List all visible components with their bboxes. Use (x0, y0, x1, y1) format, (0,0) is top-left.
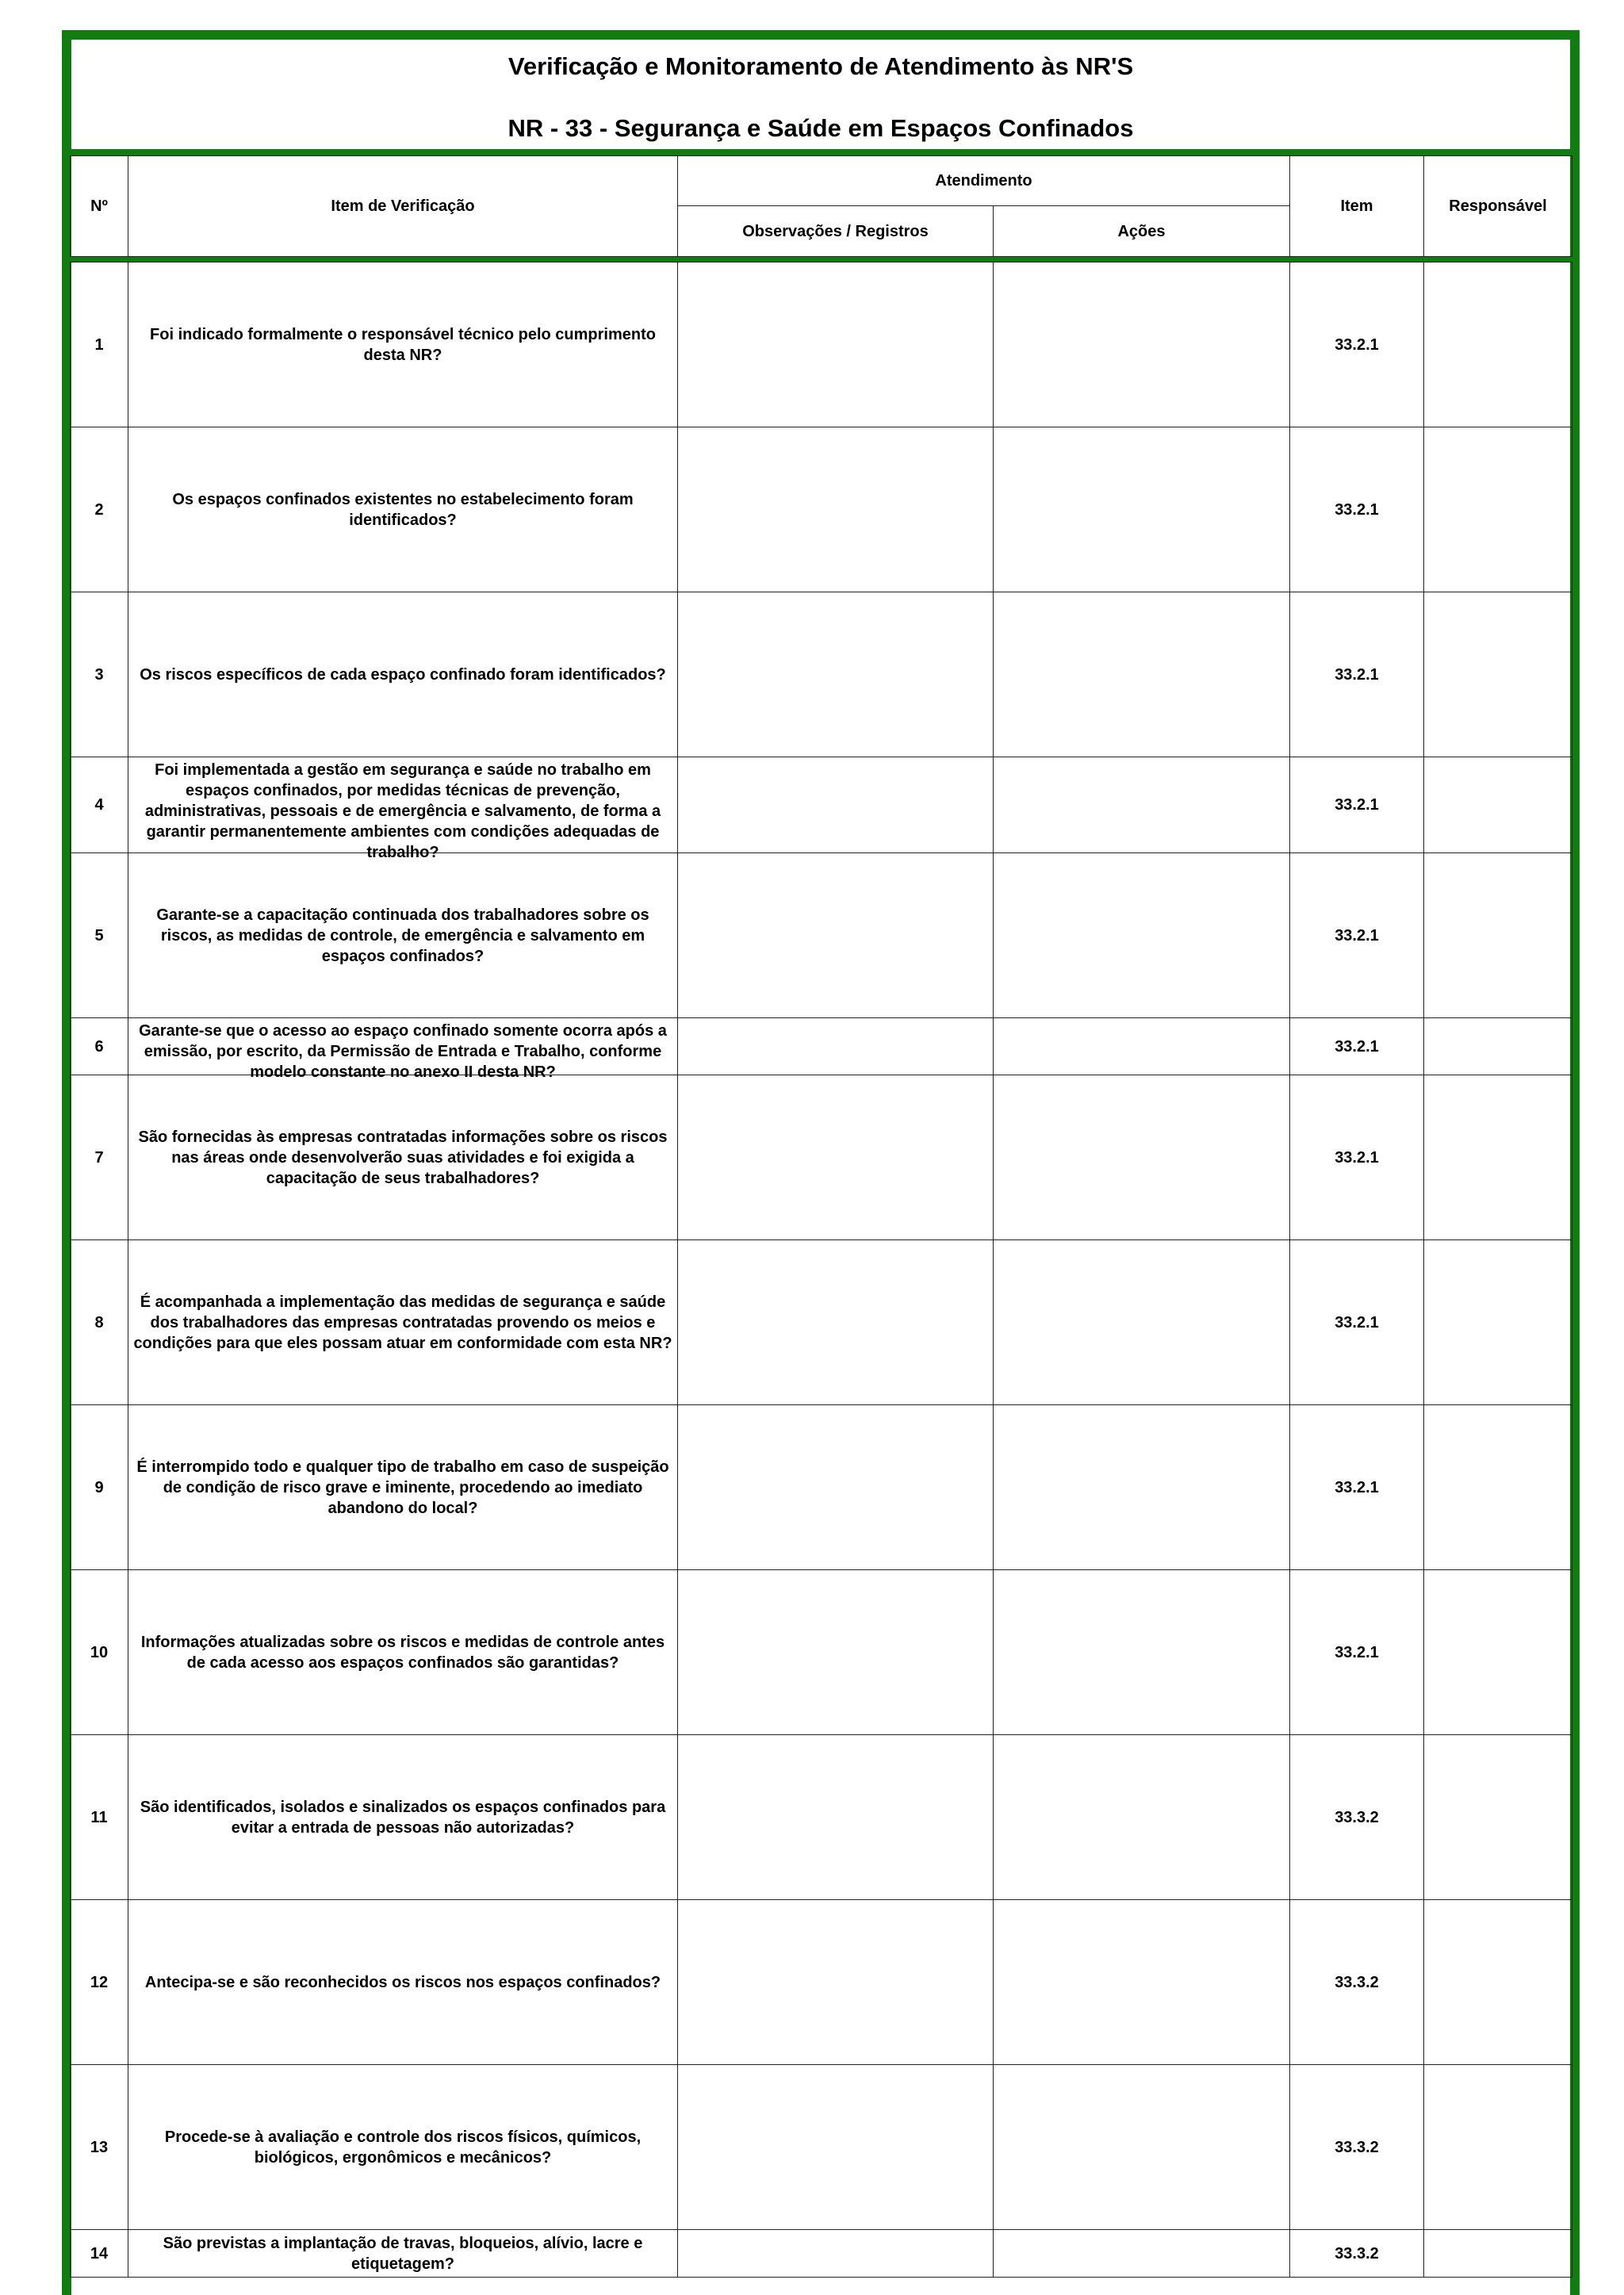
responsavel-cell[interactable] (1424, 262, 1572, 427)
verification-question-text: Os espaços confinados existentes no estabelecimento foram identificados? (172, 490, 634, 529)
table-row (71, 1405, 1572, 1570)
verification-question (128, 2230, 678, 2278)
table-row (71, 2065, 1572, 2230)
acoes-cell[interactable] (994, 2065, 1290, 2230)
row-number: 9 (71, 1405, 128, 1570)
observacoes-cell[interactable] (678, 1240, 994, 1405)
verification-question (128, 1570, 678, 1735)
responsavel-cell[interactable] (1424, 853, 1572, 1018)
table-row (71, 427, 1572, 592)
row-number: 4 (71, 757, 128, 853)
verification-question-text: São previstas a implantação de travas, bloqueios, alívio, lacre e etiquetagem? (163, 2234, 643, 2273)
acoes-cell[interactable] (994, 853, 1290, 1018)
observacoes-cell[interactable] (678, 757, 994, 853)
acoes-cell[interactable] (994, 1900, 1290, 2065)
table-row (71, 1240, 1572, 1405)
observacoes-cell[interactable] (678, 1405, 994, 1570)
verification-question (128, 1018, 678, 1081)
item-reference: 33.2.1 (1290, 592, 1424, 757)
verification-question (128, 1240, 678, 1405)
verification-question-text: São identificados, isolados e sinalizados os espaços confinados para evitar a entrada de pessoas não autorizadas? (140, 1798, 666, 1837)
verification-question (128, 2065, 678, 2230)
header-item: Item (1290, 156, 1424, 257)
acoes-cell[interactable] (994, 1240, 1290, 1405)
responsavel-cell[interactable] (1424, 1075, 1572, 1240)
row-number: 5 (71, 853, 128, 1018)
acoes-cell[interactable] (994, 1735, 1290, 1900)
acoes-cell[interactable] (994, 2230, 1290, 2278)
header-responsavel: Responsável (1424, 156, 1572, 257)
row-number: 7 (71, 1075, 128, 1240)
title-divider (68, 149, 1573, 155)
document-subtitle: NR - 33 - Segurança e Saúde em Espaços Confinados (508, 114, 1134, 142)
responsavel-cell[interactable] (1424, 427, 1572, 592)
table-row (71, 1570, 1572, 1735)
table-row (71, 853, 1572, 1018)
table-row (71, 1735, 1572, 1900)
row-number: 13 (71, 2065, 128, 2230)
responsavel-cell[interactable] (1424, 1240, 1572, 1405)
responsavel-cell[interactable] (1424, 1735, 1572, 1900)
table-row (71, 1900, 1572, 2065)
observacoes-cell[interactable] (678, 853, 994, 1018)
item-reference: 33.2.1 (1290, 1405, 1424, 1570)
verification-question (128, 1900, 678, 2065)
header-no: Nº (71, 156, 128, 257)
observacoes-cell[interactable] (678, 427, 994, 592)
verification-question-text: É interrompido todo e qualquer tipo de trabalho em caso de suspeição de condição de risco grave e iminente, procedendo ao imediato abandono do local? (136, 1458, 669, 1517)
verification-question (128, 1075, 678, 1240)
document-title: Verificação e Monitoramento de Atendimento às NR'S (508, 52, 1134, 80)
header-atendimento: Atendimento (678, 156, 1290, 206)
row-number: 10 (71, 1570, 128, 1735)
acoes-cell[interactable] (994, 592, 1290, 757)
acoes-cell[interactable] (994, 262, 1290, 427)
responsavel-cell[interactable] (1424, 2065, 1572, 2230)
title-box (68, 36, 1573, 151)
observacoes-cell[interactable] (678, 1735, 994, 1900)
observacoes-cell[interactable] (678, 262, 994, 427)
verification-question-text: Procede-se à avaliação e controle dos riscos físicos, químicos, biológicos, ergonômicos e mecânicos? (164, 2128, 642, 2167)
responsavel-cell[interactable] (1424, 1018, 1572, 1075)
verification-question-text: Os riscos específicos de cada espaço confinado foram identificados? (140, 665, 666, 684)
verification-question-text: Garante-se a capacitação continuada dos trabalhadores sobre os riscos, as medidas de controle, de emergência e salvamento em espaços confinados? (156, 906, 649, 965)
checklist-table (70, 262, 1572, 2278)
item-reference: 33.2.1 (1290, 853, 1424, 1018)
table-row (71, 757, 1572, 853)
table-row (71, 262, 1572, 427)
header-observacoes: Observações / Registros (678, 206, 994, 257)
table-row (71, 2230, 1572, 2278)
item-reference: 33.2.1 (1290, 1018, 1424, 1075)
table-row (71, 1075, 1572, 1240)
verification-question (128, 592, 678, 757)
responsavel-cell[interactable] (1424, 592, 1572, 757)
observacoes-cell[interactable] (678, 1075, 994, 1240)
verification-question (128, 427, 678, 592)
responsavel-cell[interactable] (1424, 1405, 1572, 1570)
header-item-verificacao: Item de Verificação (128, 156, 678, 257)
verification-question-text: Antecipa-se e são reconhecidos os riscos nos espaços confinados? (144, 1973, 661, 1991)
row-number: 1 (71, 262, 128, 427)
observacoes-cell[interactable] (678, 1570, 994, 1735)
verification-question-text: Garante-se que o acesso ao espaço confinado somente ocorra após a emissão, por escrito, da Permissão de Entrada e Trabalho, conforme modelo constante no anexo II desta NR? (139, 1021, 667, 1081)
acoes-cell[interactable] (994, 427, 1290, 592)
responsavel-cell[interactable] (1424, 757, 1572, 853)
item-reference: 33.2.1 (1290, 1240, 1424, 1405)
row-number: 12 (71, 1900, 128, 2065)
header-table (70, 155, 1572, 257)
verification-question-text: É acompanhada a implementação das medidas de segurança e saúde dos trabalhadores das empresas contratadas provendo os meios e condições para que eles possam atuar em conformidade com esta NR? (133, 1293, 672, 1352)
header-acoes: Ações (994, 206, 1290, 257)
item-reference: 33.3.2 (1290, 1900, 1424, 2065)
acoes-cell[interactable] (994, 1570, 1290, 1735)
verification-question (128, 1735, 678, 1900)
verification-question-text: Foi implementada a gestão em segurança e saúde no trabalho em espaços confinados, por medidas técnicas de prevenção, administrativas, pessoais e de emergência e salvamento, de forma a garantir permanentemente ambientes com condições adequadas de trabalho? (144, 761, 661, 861)
observacoes-cell[interactable] (678, 2230, 994, 2278)
item-reference: 33.2.1 (1290, 1075, 1424, 1240)
item-reference: 33.3.2 (1290, 1735, 1424, 1900)
observacoes-cell[interactable] (678, 1018, 994, 1075)
row-number: 11 (71, 1735, 128, 1900)
verification-question (128, 262, 678, 427)
table-row (71, 1018, 1572, 1075)
row-number: 3 (71, 592, 128, 757)
responsavel-cell[interactable] (1424, 1570, 1572, 1735)
item-reference: 33.2.1 (1290, 757, 1424, 853)
acoes-cell[interactable] (994, 1018, 1290, 1075)
responsavel-cell[interactable] (1424, 1900, 1572, 2065)
row-number: 6 (71, 1018, 128, 1075)
verification-question-text: Informações atualizadas sobre os riscos e medidas de controle antes de cada acesso aos espaços confinados são garantidas? (140, 1633, 665, 1672)
observacoes-cell[interactable] (678, 1900, 994, 2065)
item-reference: 33.3.2 (1290, 2230, 1424, 2278)
verification-question (128, 1405, 678, 1570)
row-number: 2 (71, 427, 128, 592)
verification-question-text: Foi indicado formalmente o responsável técnico pelo cumprimento desta NR? (150, 325, 656, 364)
observacoes-cell[interactable] (678, 592, 994, 757)
responsavel-cell[interactable] (1424, 2230, 1572, 2278)
item-reference: 33.2.1 (1290, 1570, 1424, 1735)
verification-question (128, 853, 678, 1018)
verification-question-text: São fornecidas às empresas contratadas informações sobre os riscos nas áreas onde desenvolverão suas atividades e foi exigida a capacitação de seus trabalhadores? (138, 1128, 668, 1187)
row-number: 14 (71, 2230, 128, 2278)
acoes-cell[interactable] (994, 1075, 1290, 1240)
acoes-cell[interactable] (994, 757, 1290, 853)
acoes-cell[interactable] (994, 1405, 1290, 1570)
row-number: 8 (71, 1240, 128, 1405)
item-reference: 33.2.1 (1290, 262, 1424, 427)
table-row (71, 592, 1572, 757)
observacoes-cell[interactable] (678, 2065, 994, 2230)
item-reference: 33.2.1 (1290, 427, 1424, 592)
item-reference: 33.3.2 (1290, 2065, 1424, 2230)
verification-question (128, 757, 678, 861)
